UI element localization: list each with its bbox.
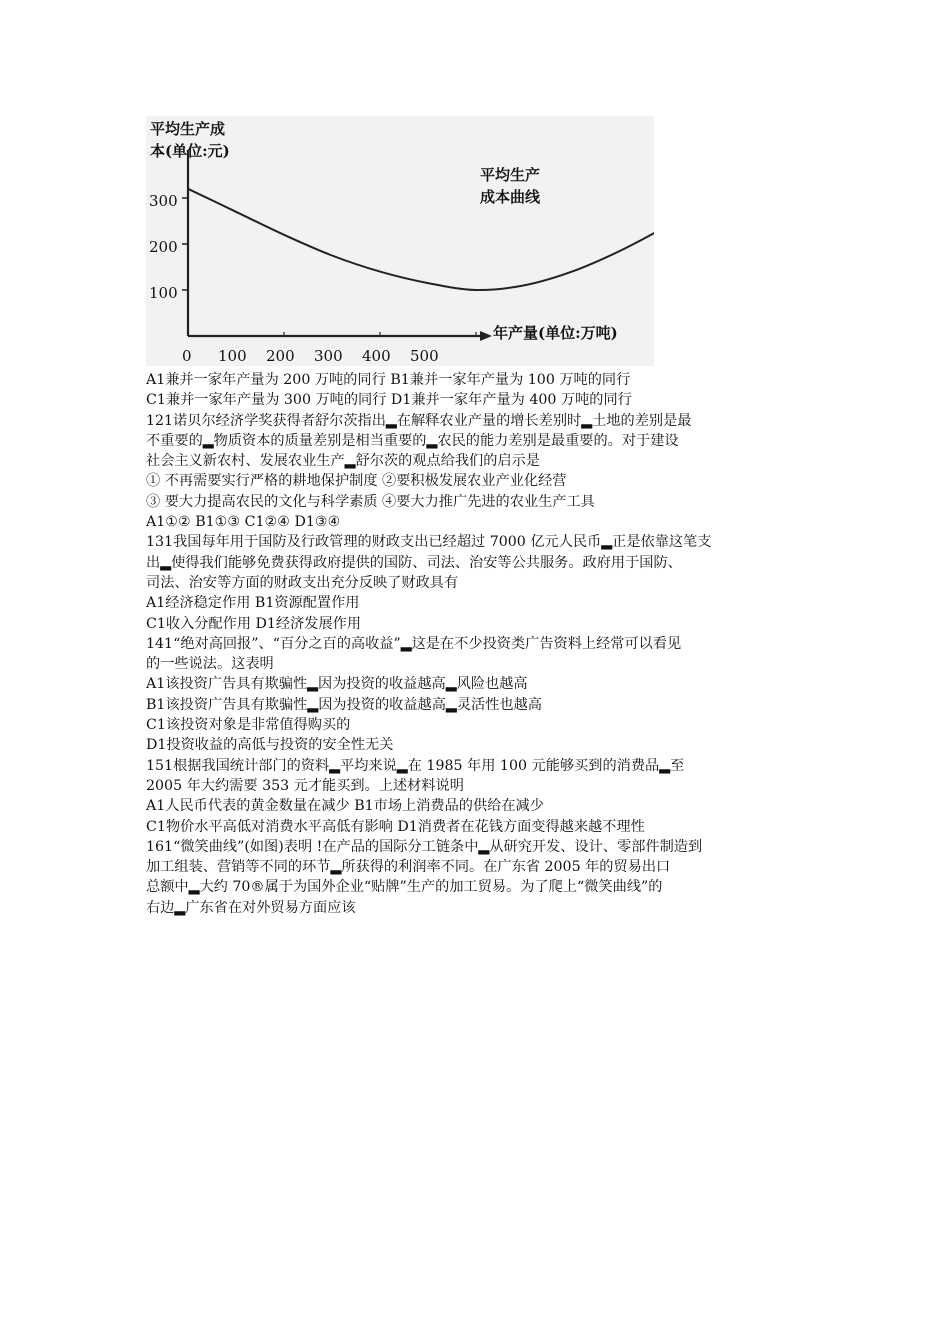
x-axis-label: 年产量(单位:万吨) [493, 324, 618, 342]
text-line: D1投资收益的高低与投资的安全性无关 [146, 737, 394, 754]
text-line: 司法、治安等方面的财政支出充分反映了财政具有 [146, 574, 459, 591]
cost-curve-figure [146, 116, 654, 366]
text-line: 右边▂广东省在对外贸易方面应该 [146, 899, 356, 916]
x-tick-label: 500 [410, 347, 439, 365]
text-line: 2005 年大约需要 353 元才能买到。上述材料说明 [146, 777, 464, 794]
text-line: C1收入分配作用 D1经济发展作用 [146, 615, 362, 632]
text-line: 141“绝对高回报”、“百分之百的高收益”▂这是在不少投资类广告资料上经常可以看见 [146, 635, 682, 652]
text-line: ③ 要大力提高农民的文化与科学素质 ④要大力推广先进的农业生产工具 [146, 493, 595, 510]
y-tick-label: 100 [149, 284, 178, 302]
text-line: ① 不再需要实行严格的耕地保护制度 ②要积极发展农业产业化经营 [146, 473, 567, 490]
text-line: A1该投资广告具有欺骗性▂因为投资的收益越高▂风险也越高 [146, 676, 528, 693]
x-axis-arrow [480, 331, 492, 341]
text-line: 131我国每年用于国防及行政管理的财政支出已经超过 7000 亿元人民币▂正是依靠这笔支 [146, 534, 712, 551]
average-cost-curve [188, 175, 654, 290]
curve-label-line-1: 平均生产 [480, 166, 541, 184]
text-line: 121诺贝尔经济学奖获得者舒尔茨指出▂在解释农业产量的增长差别时▂土地的差别是最 [146, 412, 692, 429]
question-text [146, 370, 811, 918]
y-tick-label: 300 [149, 192, 178, 210]
text-line: 161“微笑曲线”(如图)表明 !在产品的国际分工链条中▂从研究开发、设计、零部件制造到 [146, 838, 703, 855]
text-line: C1该投资对象是非常值得购买的 [146, 717, 351, 734]
text-line: B1该投资广告具有欺骗性▂因为投资的收益越高▂灵活性也越高 [146, 696, 542, 713]
text-line: 151根据我国统计部门的资料▂平均来说▂在 1985 年用 100 元能够买到的消费品▂至 [146, 757, 685, 774]
y-axis-label-line-1: 平均生产成 [150, 120, 226, 138]
text-line: A1兼并一家年产量为 200 万吨的同行 B1兼并一家年产量为 100 万吨的同行 [146, 372, 631, 388]
x-tick-label: 200 [266, 347, 295, 365]
text-line: A1经济稳定作用 B1资源配置作用 [146, 595, 360, 612]
text-line: 不重要的▂物质资本的质量差别是相当重要的▂农民的能力差别是最重要的。对于建设 [146, 432, 679, 449]
text-line: 出▂使得我们能够免费获得政府提供的国防、司法、治安等公共服务。政府用于国防、 [146, 554, 682, 571]
curve-label-line-2: 成本曲线 [480, 188, 541, 206]
text-line: 社会主义新农村、发展农业生产▂舒尔茨的观点给我们的启示是 [146, 453, 540, 470]
y-axis-label-line-2: 本(单位:元) [150, 142, 230, 160]
text-line: 的一些说法。这表明 [146, 656, 274, 673]
text-line: A1①② B1①③ C1②④ D1③④ [146, 514, 341, 531]
y-tick-label: 200 [149, 238, 178, 256]
text-line: C1兼并一家年产量为 300 万吨的同行 D1兼并一家年产量为 400 万吨的同行 [146, 392, 632, 409]
text-line: 总额中▂大约 70®属于为国外企业“贴牌”生产的加工贸易。为了爬上“微笑曲线”的 [146, 879, 663, 896]
text-line: 加工组装、营销等不同的环节▂所获得的利润率不同。在广东省 2005 年的贸易出口 [146, 859, 671, 876]
text-line: A1人民币代表的黄金数量在减少 B1市场上消费品的供给在减少 [146, 798, 544, 815]
x-tick-label: 0 [182, 347, 192, 365]
x-tick-label: 300 [314, 347, 343, 365]
x-tick-label: 100 [218, 347, 247, 365]
x-tick-label: 400 [362, 347, 391, 365]
text-line: C1物价水平高低对消费水平高低有影响 D1消费者在花钱方面变得越来越不理性 [146, 818, 645, 835]
